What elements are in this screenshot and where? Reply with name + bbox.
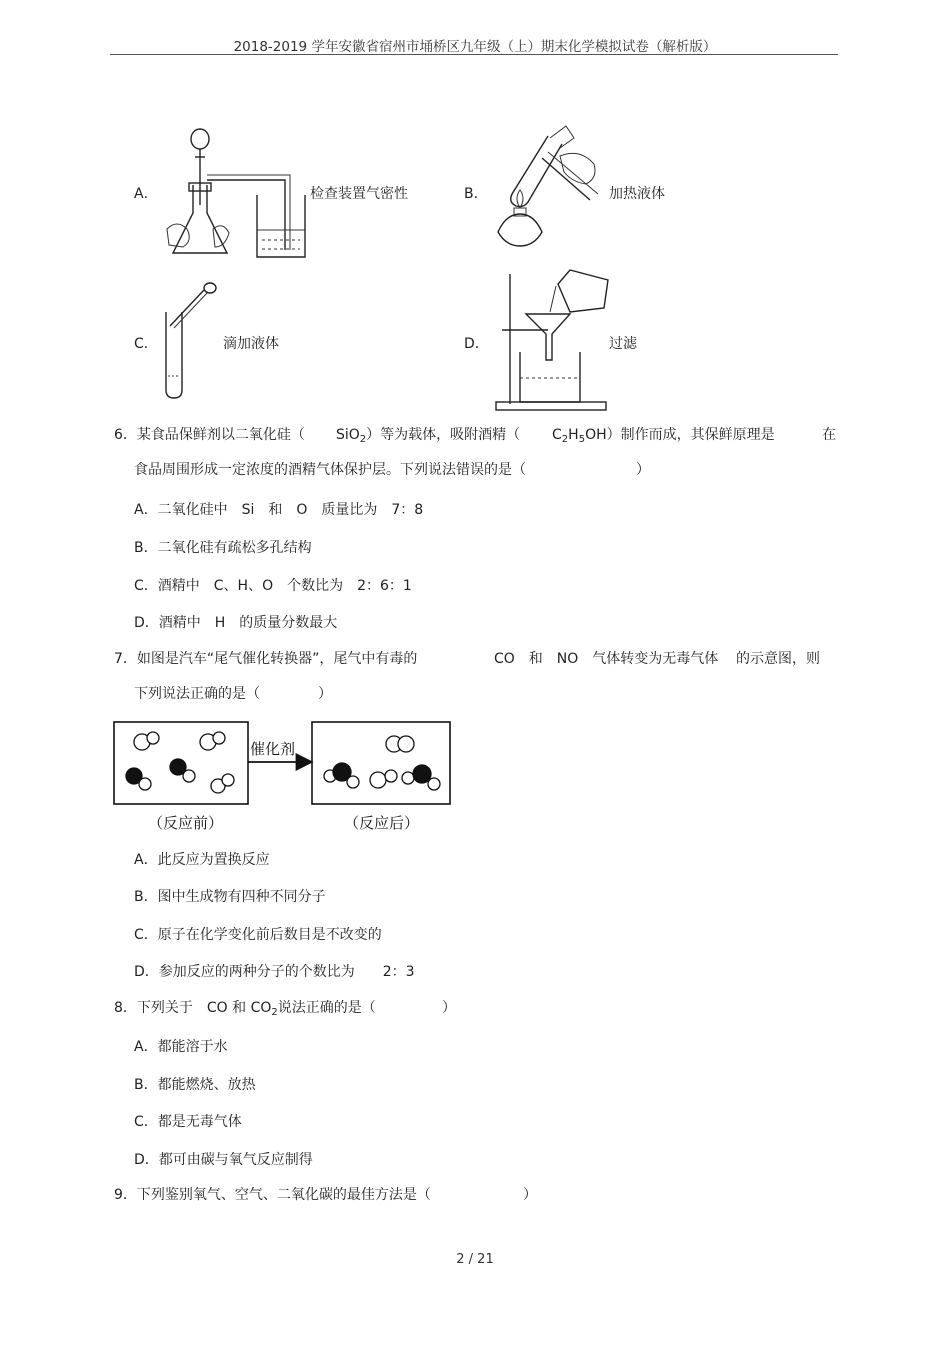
after-reaction-box xyxy=(312,722,450,804)
q6-choice-b: B．二氧化硅有疏松多孔结构 xyxy=(134,540,312,556)
q6-text-part4: 在 xyxy=(822,427,836,443)
q7-blank-close: ） xyxy=(318,686,332,702)
q8-text-part2: 说法正确的是（ xyxy=(277,1000,376,1016)
option-c-letter: C． xyxy=(134,336,158,352)
catalyst-label: 催化剂 xyxy=(250,740,296,758)
option-c-caption: 滴加液体 xyxy=(223,336,279,352)
filtration-funnel-stand-icon xyxy=(490,268,615,413)
q6-text-part3: ）制作而成，其保鲜原理是 xyxy=(606,427,775,443)
airtightness-check-apparatus-icon xyxy=(165,125,315,260)
question-7-stem-line2: 下列说法正确的是（ xyxy=(134,686,260,702)
question-7-stem-part1: 7．如图是汽车“尾气催化转换器”，尾气中有毒的 xyxy=(114,651,418,667)
question-8-stem xyxy=(114,998,376,1018)
question-6-stem-line2: 食品周围形成一定浓度的酒精气体保护层。下列说法错误的是（ xyxy=(134,462,526,478)
question-9-stem: 9．下列鉴别氧气、空气、二氧化碳的最佳方法是（ xyxy=(114,1187,431,1203)
option-a-caption: 检查装置气密性 xyxy=(310,186,408,202)
q6-sio2-sub: 2 xyxy=(359,434,367,445)
q8-choice-b: B．都能燃烧、放热 xyxy=(134,1077,256,1093)
q6-ethanol-sub1: 2 xyxy=(561,434,569,445)
option-d-caption: 过滤 xyxy=(609,336,637,352)
question-6-stem-line1 xyxy=(114,425,305,445)
q6-blank-close: ） xyxy=(636,462,650,478)
q6-sio2-base: SiO xyxy=(336,427,360,443)
option-d-letter: D． xyxy=(464,336,489,352)
catalytic-converter-diagram xyxy=(112,718,452,838)
q8-choice-d: D．都可由碳与氧气反应制得 xyxy=(134,1152,313,1168)
after-reaction-label: （反应后） xyxy=(344,814,420,832)
option-b-letter: B． xyxy=(464,186,488,202)
q8-blank-close: ） xyxy=(442,1000,456,1016)
q8-choice-a: A．都能溶于水 xyxy=(134,1039,228,1055)
q6-choice-a: A．二氧化硅中 Si 和 O 质量比为 7：8 xyxy=(134,502,424,518)
q6-text-part2: ）等为载体，吸附酒精（ xyxy=(366,427,521,443)
heating-liquid-test-tube-icon xyxy=(490,128,610,258)
dropper-test-tube-icon xyxy=(160,282,220,402)
document-header-title: 2018-2019 学年安徽省宿州市埇桥区九年级（上）期末化学模拟试卷（解析版） xyxy=(233,39,717,55)
q8-co2-sub: 2 xyxy=(271,1007,278,1018)
q6-ethanol-sub2: 5 xyxy=(578,434,586,445)
q7-choice-c: C．原子在化学变化前后数目是不改变的 xyxy=(134,927,382,943)
q6-choice-d: D．酒精中 H 的质量分数最大 xyxy=(134,615,338,631)
before-reaction-label: （反应前） xyxy=(148,814,224,832)
page-number: 2 / 21 xyxy=(456,1252,494,1267)
question-7-stem-part3: 的示意图，则 xyxy=(736,651,820,667)
q6-formula-sio2 xyxy=(336,425,520,445)
option-a-letter: A． xyxy=(134,186,158,202)
q6-choice-c: C．酒精中 C、H、O 个数比为 2：6：1 xyxy=(134,578,412,594)
q8-text-part1: 8．下列关于 CO 和 CO xyxy=(114,1000,272,1016)
q6-ethanol-c: C xyxy=(552,427,562,443)
q7-choice-d: D．参加反应的两种分子的个数比为 2：3 xyxy=(134,964,415,980)
q9-blank-close: ） xyxy=(523,1187,537,1203)
q6-ethanol-h: H xyxy=(568,427,579,443)
option-b-caption: 加热液体 xyxy=(609,186,665,202)
q6-formula-ethanol xyxy=(552,425,775,445)
question-7-stem-part2: CO 和 NO 气体转变为无毒气体 xyxy=(494,651,719,667)
q8-choice-c: C．都是无毒气体 xyxy=(134,1114,242,1130)
q6-ethanol-oh: OH xyxy=(585,427,607,443)
q7-choice-a: A．此反应为置换反应 xyxy=(134,852,270,868)
q7-choice-b: B．图中生成物有四种不同分子 xyxy=(134,889,326,905)
header-divider xyxy=(110,54,838,55)
q6-text-part1: 6．某食品保鲜剂以二氧化硅（ xyxy=(114,427,305,443)
